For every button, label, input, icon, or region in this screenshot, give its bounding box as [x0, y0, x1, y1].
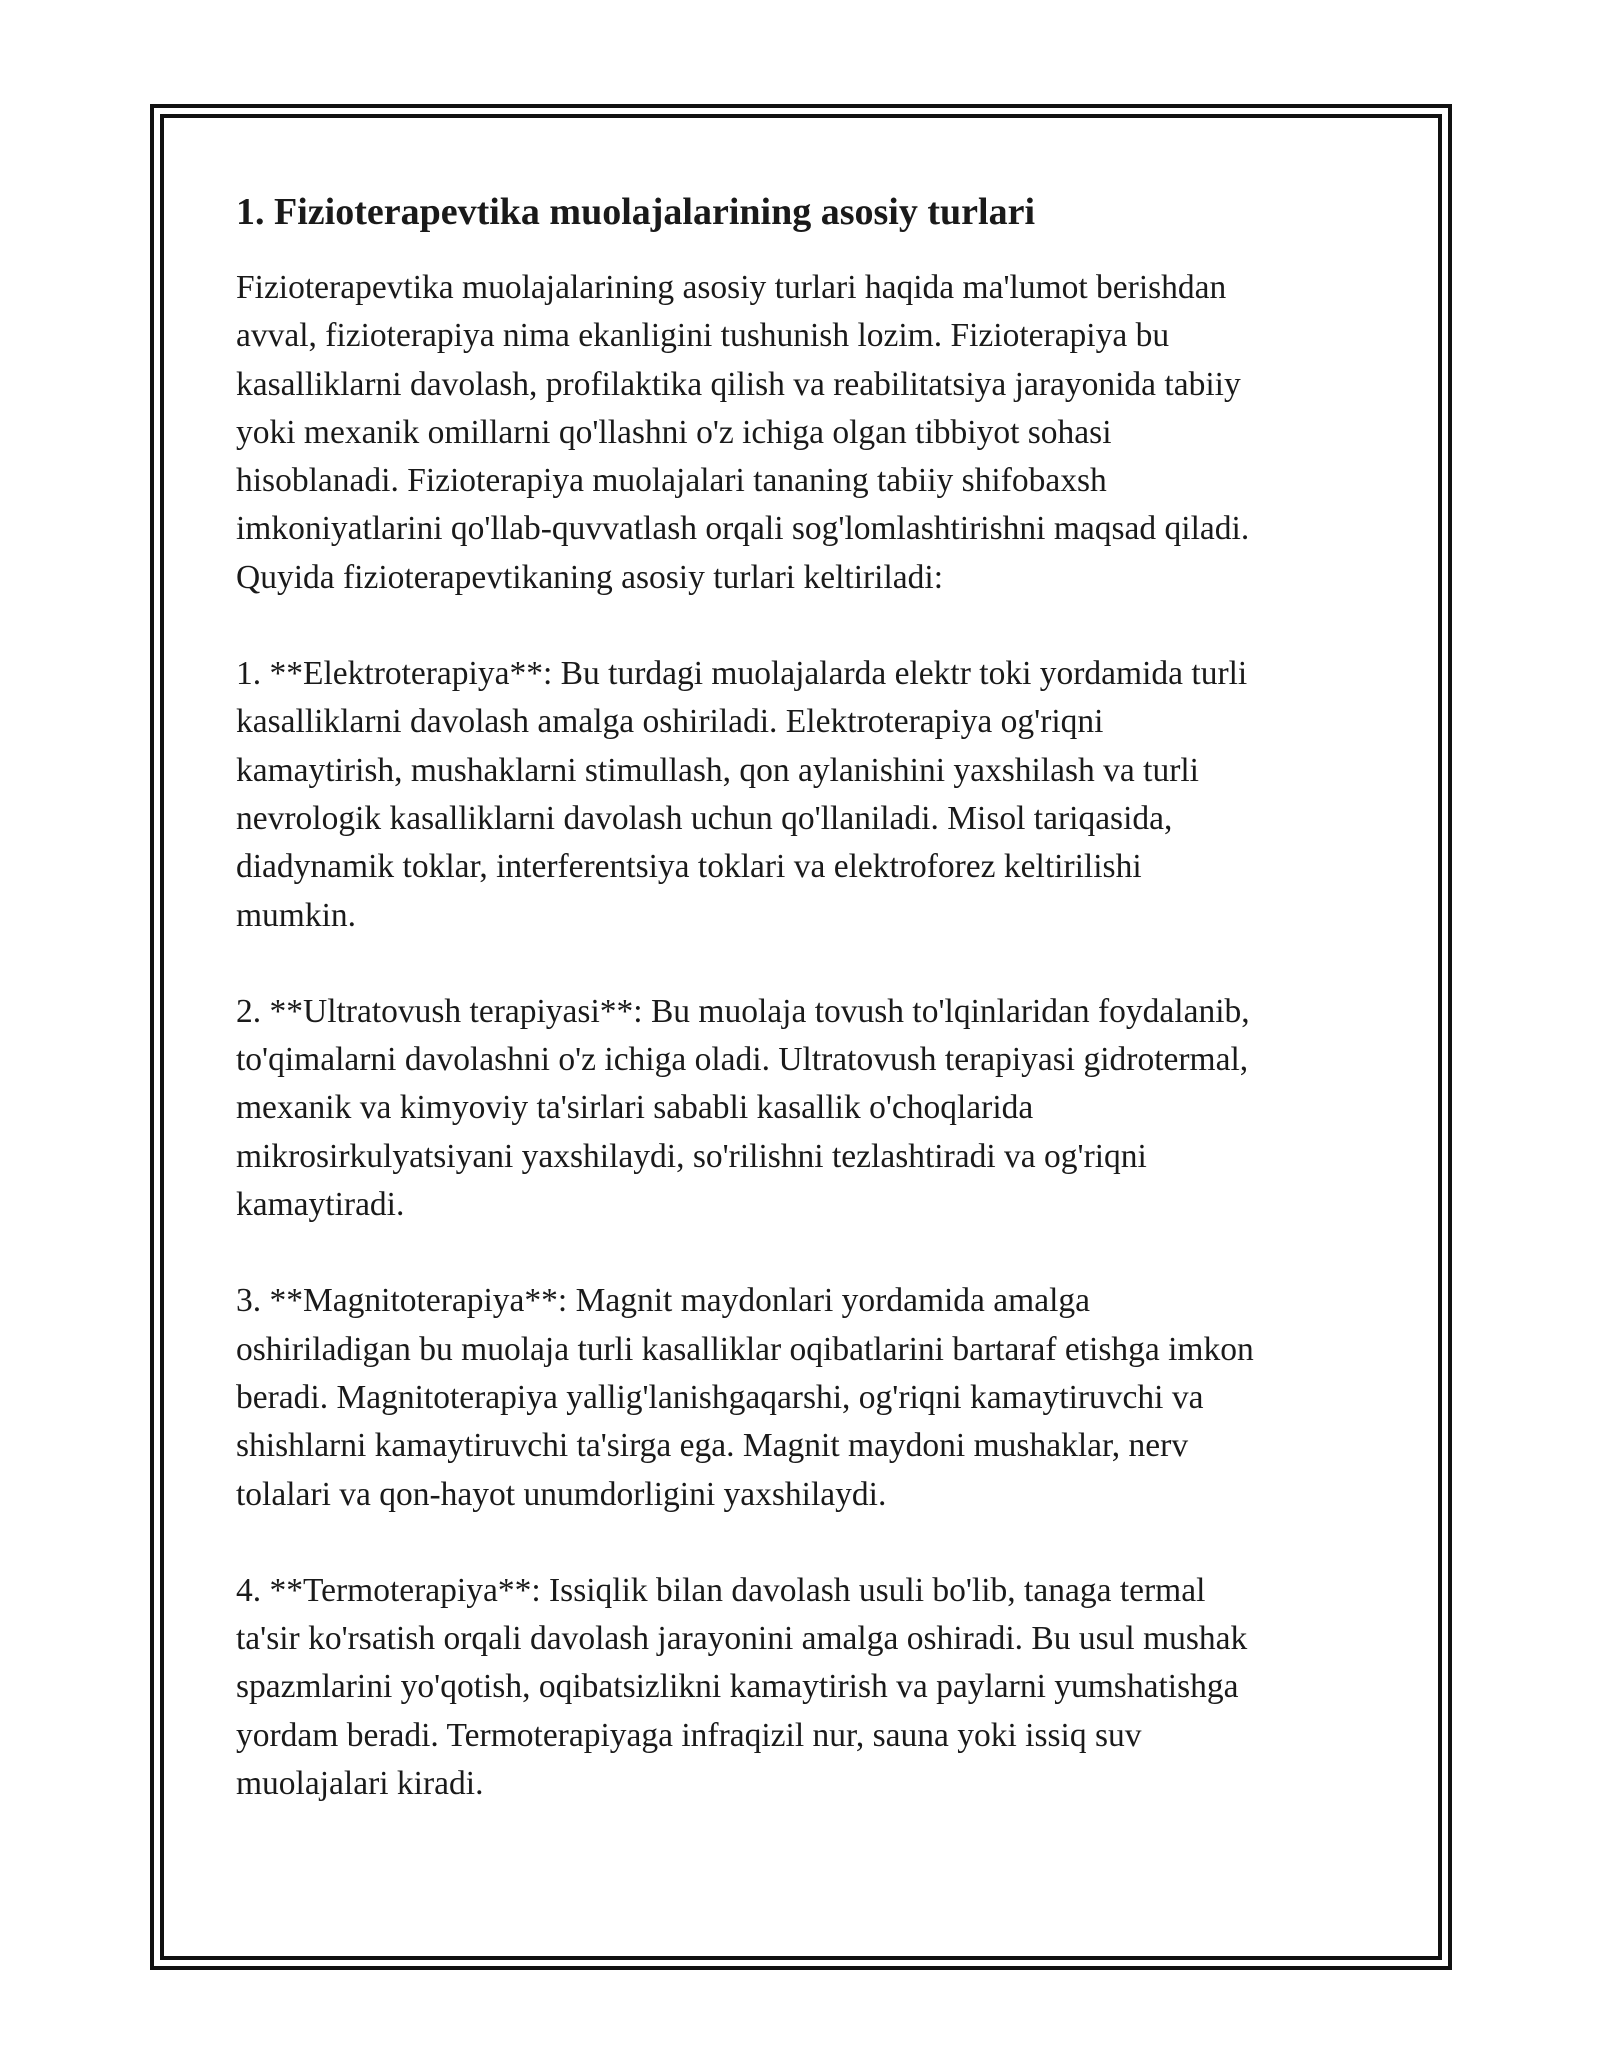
- text-line: hisoblanadi. Fizioterapiya muolajalari tananing tabiiy shifobaxsh: [236, 462, 1107, 500]
- text-line: mumkin.: [236, 896, 357, 934]
- text-line: 1. **Elektroterapiya**: Bu turdagi muolajalarda elektr toki yordamida turli: [236, 655, 1248, 693]
- text-line: yoki mexanik omillarni qo'llashni o'z ichiga olgan tibbiyot sohasi: [236, 413, 1112, 451]
- document-body: [236, 186, 1366, 1856]
- text-line: 3. **Magnitoterapiya**: Magnit maydonlari yordamida amalga: [236, 1282, 1091, 1320]
- text-line: avval, fizioterapiya nima ekanligini tushunish lozim. Fizioterapiya bu: [236, 317, 1170, 355]
- text-line: diadynamik toklar, interferentsiya toklari va elektroforez keltirilishi: [236, 848, 1142, 886]
- text-line: kasalliklarni davolash amalga oshiriladi. Elektroterapiya og'riqni: [236, 703, 1104, 741]
- paragraph-5: [236, 1567, 1366, 1808]
- text-line: 2. **Ultratovush terapiyasi**: Bu muolaja tovush to'lqinlaridan foydalanib,: [236, 992, 1250, 1030]
- text-line: mikrosirkulyatsiyani yaxshilaydi, so'rilishni tezlashtiradi va og'riqni: [236, 1137, 1147, 1175]
- text-line: mexanik va kimyoviy ta'sirlari sababli kasallik o'choqlarida: [236, 1089, 1034, 1127]
- text-line: Quyida fizioterapevtikaning asosiy turlari keltiriladi:: [236, 558, 944, 596]
- text-line: kamaytiradi.: [236, 1186, 405, 1224]
- text-line: ta'sir ko'rsatish orqali davolash jarayonini amalga oshiradi. Bu usul mushak: [236, 1620, 1248, 1658]
- text-line: 4. **Termoterapiya**: Issiqlik bilan davolash usuli bo'lib, tanaga termal: [236, 1571, 1206, 1609]
- text-line: oshiriladigan bu muolaja turli kasalliklar oqibatlarini bartaraf etishga imkon: [236, 1330, 1254, 1368]
- section-heading: 1. Fizioterapevtika muolajalarining asosiy turlari: [236, 191, 1036, 233]
- paragraph-4: [236, 1277, 1366, 1518]
- text-line: tolalari va qon-hayot unumdorligini yaxshilaydi.: [236, 1475, 887, 1513]
- text-line: spazmlarini yo'qotish, oqibatsizlikni kamaytirish va paylarni yumshatishga: [236, 1668, 1239, 1706]
- paragraph-3: [236, 988, 1366, 1229]
- text-line: yordam beradi. Termoterapiyaga infraqizil nur, sauna yoki issiq suv: [236, 1716, 1142, 1754]
- paragraph-container: [236, 264, 1366, 1808]
- text-line: Fizioterapevtika muolajalarining asosiy turlari haqida ma'lumot berishdan: [236, 269, 1227, 306]
- paragraph-1: [236, 264, 1366, 602]
- text-line: kamaytirish, mushaklarni stimullash, qon aylanishini yaxshilash va turli: [236, 751, 1199, 789]
- text-line: to'qimalarni davolashni o'z ichiga oladi. Ultratovush terapiyasi gidrotermal,: [236, 1041, 1249, 1079]
- text-line: nevrologik kasalliklarni davolash uchun qo'llaniladi. Misol tariqasida,: [236, 799, 1173, 837]
- text-line: shishlarni kamaytiruvchi ta'sirga ega. Magnit maydoni mushaklar, nerv: [236, 1427, 1189, 1465]
- text-line: muolajalari kiradi.: [236, 1765, 484, 1803]
- text-line: beradi. Magnitoterapiya yallig'lanishgaqarshi, og'riqni kamaytiruvchi va: [236, 1378, 1204, 1416]
- paragraph-2: [236, 650, 1366, 940]
- text-line: kasalliklarni davolash, profilaktika qilish va reabilitatsiya jarayonida tabiiy: [236, 365, 1241, 403]
- text-line: imkoniyatlarini qo'llab-quvvatlash orqali sog'lomlashtirishni maqsad qiladi.: [236, 510, 1250, 548]
